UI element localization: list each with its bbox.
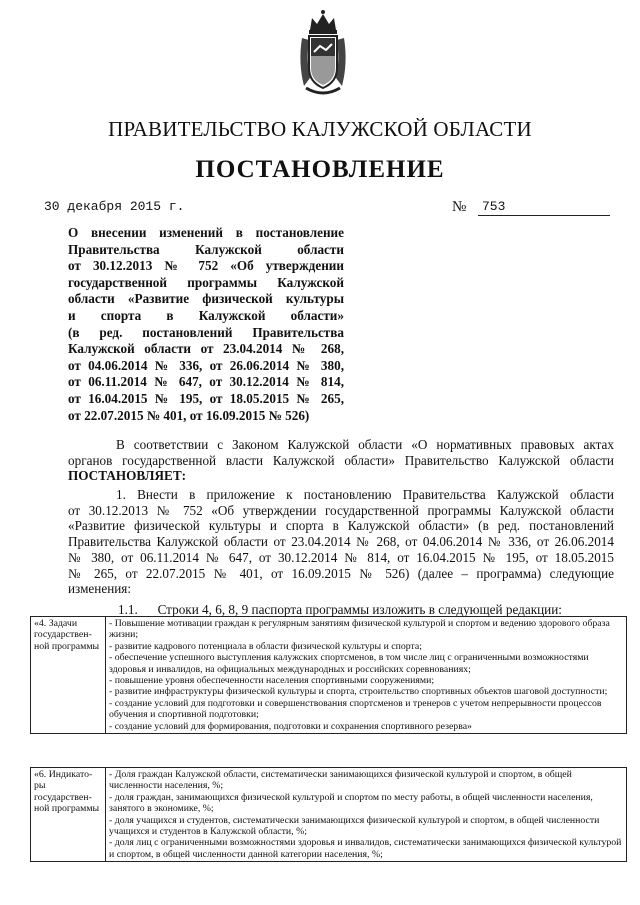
list-item: - создание условий для формирования, подготовки и сохранения спортивного резерва» (109, 720, 472, 732)
table-row (31, 617, 627, 734)
item-1-line: от 30.12.2013 № 752 «Об утверждении государственной программы Калужской области (68, 502, 614, 518)
subject-line: О внесении изменений в постановление (68, 225, 344, 240)
item-1-line: № 380, от 06.11.2014 № 647, от 30.12.2014 № 814, от 16.04.2015 № 195, от 18.05.2015 (68, 549, 614, 565)
document-date: 30 декабря 2015 г. (44, 199, 185, 214)
coat-of-arms-icon (296, 8, 350, 98)
subject-line: от 06.11.2014 № 647, от 30.12.2014 № 814, (68, 374, 344, 390)
list-item: - повышение уровня обеспеченности населения спортивными сооружениями; (109, 675, 435, 687)
number-label: № (452, 199, 467, 215)
subject-line: и спорта в Калужской области» (68, 307, 344, 323)
row-label: «6. Индикато-ры государствен-ной программы (31, 768, 106, 862)
item-1-line: № 265, от 22.07.2015 № 401, от 16.09.2015 № 526) (далее – программа) следующие (68, 565, 614, 581)
document-type: ПОСТАНОВЛЕНИЕ (195, 156, 445, 183)
document-subject (68, 225, 344, 424)
list-item: - доля лиц с ограниченными возможностями здоровья и инвалидов, систематически занимающихся физической культурой и спортом, в общей численности данной категории населения, %; (109, 837, 622, 860)
preamble-paragraph (68, 437, 614, 484)
row-content (106, 617, 627, 734)
list-item: - доля учащихся и студентов, систематически занимающихся физической культурой и спортом, в общей численности учащихся и студентов в Калужской области, %; (109, 814, 600, 838)
item-1-line: 1. Внести в приложение к постановлению Правительства Калужской области (116, 487, 614, 502)
list-item: - создание условий для подготовки и совершенствования спортсменов и тренеров с учетом непрерывности процессов обучения и спортивной подготовки; (109, 697, 602, 721)
preamble-line: В соответствии с Законом Калужской области «О нормативных правовых актах (116, 437, 614, 452)
passport-table-indicators (30, 767, 627, 862)
subject-line: от 30.12.2013 № 752 «Об утверждении (68, 258, 344, 274)
subject-line: (в ред. постановлений Правительства (68, 324, 344, 340)
row-label: «4. Задачи государствен-ной программы (31, 617, 106, 734)
list-item: - доля граждан, занимающихся физической культурой и спортом по месту работы, в общей численности населения, занятого в экономике, %; (109, 791, 593, 815)
subject-line: Правительства Калужской области (68, 241, 344, 257)
document-number: 753 (478, 199, 610, 216)
list-item: - Повышение мотивации граждан к регулярным занятиям физической культурой и спортом и ведению здорового образа жизни; (109, 618, 610, 641)
subject-line: от 22.07.2015 № 401, от 16.09.2015 № 526) (68, 407, 310, 423)
subject-line: государственной программы Калужской (68, 274, 344, 290)
subitem-1-1: 1.1. Строки 4, 6, 8, 9 паспорта программы изложить в следующей редакции: (118, 602, 562, 617)
subject-line: Калужской области от 23.04.2014 № 268, (68, 341, 344, 357)
subject-line: области «Развитие физической культуры (68, 291, 344, 307)
item-1-line: изменения: (68, 581, 132, 597)
resolves-heading: ПОСТАНОВЛЯЕТ: (68, 468, 187, 484)
government-title: ПРАВИТЕЛЬСТВО КАЛУЖСКОЙ ОБЛАСТИ (108, 117, 532, 141)
list-item: - развитие инфраструктуры физической культуры и спорта, строительство спортивных объектов шаговой доступности; (109, 686, 608, 698)
row-content (106, 768, 627, 862)
item-1-line: «Развитие физической культуры и спорта в Калужской области» (в ред. постановлений (68, 518, 614, 534)
table-row (31, 768, 627, 862)
passport-table-tasks (30, 616, 627, 734)
item-1-line: Правительства Калужской области от 23.04.2014 № 268, от 04.06.2014 № 336, от 26.06.2014 (68, 534, 614, 550)
list-item: - Доля граждан Калужской области, систематически занимающихся физической культурой и спортом, в общей численности населения, %; (109, 769, 572, 792)
preamble-line: органов государственной власти Калужской области» Правительство Калужской области (68, 452, 614, 468)
list-item: - развитие кадрового потенциала в области физической культуры и спорта; (109, 640, 423, 652)
list-item: - обеспечение успешного выступления калужских спортсменов, в том числе лиц с ограниченными возможностями здоровья и инвалидов, на официальных международных и российских соревнованиях; (109, 652, 589, 675)
item-1-paragraph (68, 487, 614, 597)
subject-line: от 04.06.2014 № 336, от 26.06.2014 № 380, (68, 357, 344, 373)
subject-line: от 16.04.2015 № 195, от 18.05.2015 № 265, (68, 390, 344, 406)
